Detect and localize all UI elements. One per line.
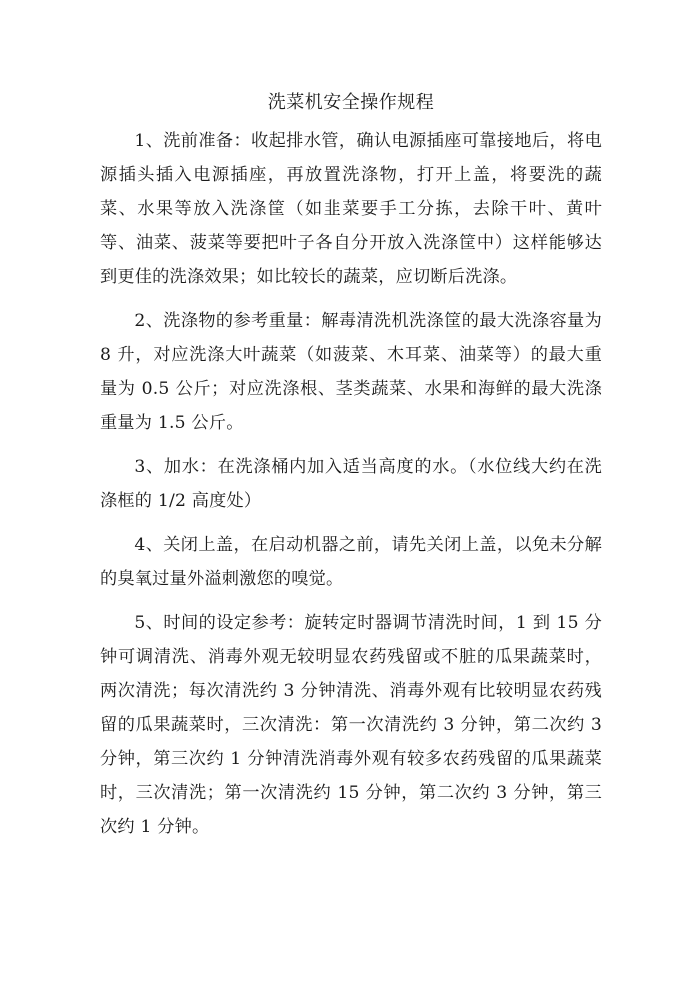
paragraph-1-preparation: 1、洗前准备：收起排水管，确认电源插座可靠接地后，将电源插头插入电源插座，再放置洗涤物，打开上盖，将要洗的蔬菜、水果等放入洗涤筐（如韭菜要手工分拣，去除干叶、黄叶等、油菜、菠菜等要把叶子各自分开放入洗涤筐中）这样能够达到更佳的洗涤效果；如比较长的蔬菜，应切断后洗涤。 [100, 131, 602, 287]
document-page [100, 86, 602, 854]
page-title: 洗菜机安全操作规程 [267, 92, 435, 113]
paragraph-5-time-setting: 5、时间的设定参考：旋转定时器调节清洗时间，1 到 15 分钟可调清洗、消毒外观无较明显农药残留或不脏的瓜果蔬菜时，两次清洗；每次清洗约 3 分钟清洗、消毒外观有比较明显农药残留的瓜果蔬菜时，三次清洗：第一次清洗约 3 分钟，第二次约 3 分钟，第三次约 1 分钟清洗消毒外观有较多农药残留的瓜果蔬菜时，三次清洗；第一次清洗约 15 分钟，第二次约 3 分钟，第三次约 1 分钟。 [100, 613, 602, 837]
paragraph-3-add-water: 3、加水：在洗涤桶内加入适当高度的水。（水位线大约在洗涤框的 1/2 高度处） [100, 457, 602, 511]
paragraph-4-close-lid: 4、关闭上盖，在启动机器之前，请先关闭上盖，以免未分解的臭氧过量外溢刺激您的嗅觉。 [100, 535, 602, 589]
paragraph-2-reference-weight: 2、洗涤物的参考重量：解毒清洗机洗涤筐的最大洗涤容量为 8 升，对应洗涤大叶蔬菜（如菠菜、木耳菜、油菜等）的最大重量为 0.5 公斤；对应洗涤根、茎类蔬菜、水果和海鲜的最大洗涤重量为 1.5 公斤。 [100, 311, 602, 433]
